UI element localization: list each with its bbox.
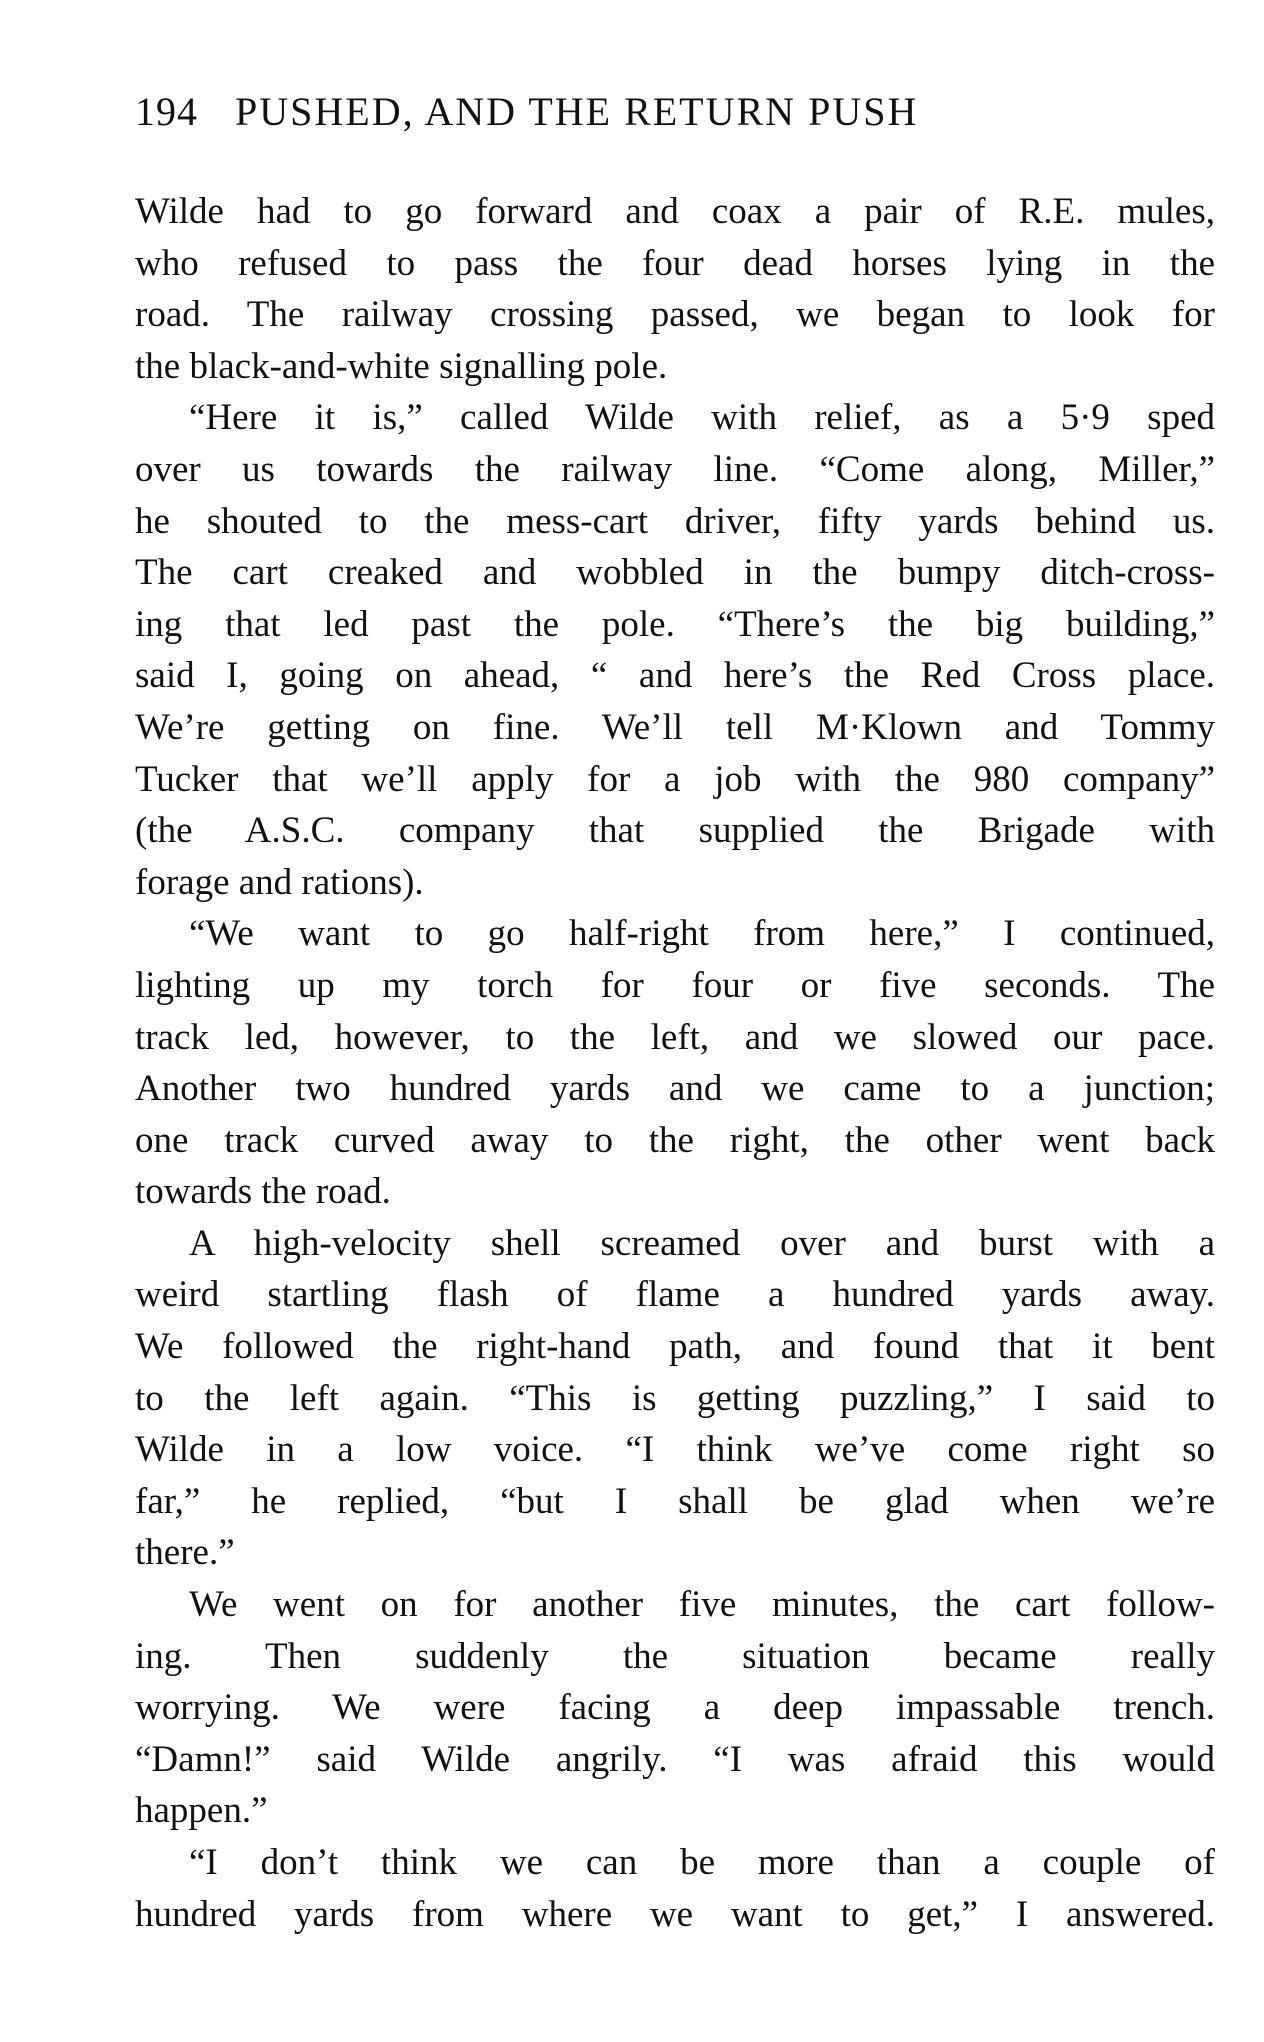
text-line: hundred yards from where we want to get,” I answered.	[135, 1893, 1215, 1935]
text-line: “I don’t think we can be more than a couple of	[189, 1842, 1215, 1883]
text-line: happen.”	[135, 1790, 268, 1832]
text-line: who refused to pass the four dead horses lying in the	[135, 242, 1215, 284]
text-line: “Damn!” said Wilde angrily. “I was afraid this would	[135, 1738, 1215, 1780]
text-line: Tucker that we’ll apply for a job with the 980 company”	[135, 758, 1215, 800]
text-line: over us towards the railway line. “Come along, Miller,”	[135, 448, 1215, 490]
text-line: A high-velocity shell screamed over and burst with a	[189, 1222, 1215, 1264]
text-line: We followed the right-hand path, and found that it bent	[135, 1326, 1215, 1368]
text-line: weird startling flash of flame a hundred yards away.	[135, 1274, 1215, 1316]
text-line: Wilde had to go forward and coax a pair of R.E. mules,	[135, 191, 1215, 232]
page-number: 194	[135, 89, 198, 134]
text-line: We went on for another five minutes, the cart follow-	[189, 1584, 1215, 1626]
page-header	[135, 88, 1125, 138]
running-title: PUSHED, AND THE RETURN PUSH	[235, 89, 919, 134]
text-line: Wilde in a low voice. “I think we’ve come right so	[135, 1429, 1215, 1471]
text-line: The cart creaked and wobbled in the bumpy ditch-cross-	[135, 552, 1215, 594]
text-line: (the A.S.C. company that supplied the Brigade with	[135, 810, 1215, 852]
text-line: said I, going on ahead, “ and here’s the Red Cross place.	[135, 655, 1215, 697]
text-line: ing that led past the pole. “There’s the big building,”	[135, 603, 1215, 645]
text-line: he shouted to the mess-cart driver, fifty yards behind us.	[135, 500, 1215, 542]
text-line: towards the road.	[135, 1171, 391, 1213]
text-line: there.”	[135, 1532, 235, 1574]
text-line: track led, however, to the left, and we slowed our pace.	[135, 1016, 1215, 1058]
text-line: “Here it is,” called Wilde with relief, as a 5·9 sped	[189, 397, 1215, 439]
text-line: the black-and-white signalling pole.	[135, 345, 668, 387]
text-line: forage and rations).	[135, 861, 424, 903]
text-line: lighting up my torch for four or five seconds. The	[135, 964, 1215, 1006]
text-line: to the left again. “This is getting puzzling,” I said to	[135, 1377, 1215, 1419]
text-line: one track curved away to the right, the other went back	[135, 1119, 1215, 1161]
text-line: far,” he replied, “but I shall be glad when we’re	[135, 1480, 1215, 1522]
text-line: Another two hundred yards and we came to a junction;	[135, 1068, 1215, 1110]
text-line: worrying. We were facing a deep impassable trench.	[135, 1687, 1215, 1729]
body-text	[135, 186, 1215, 1940]
text-line: ing. Then suddenly the situation became really	[135, 1635, 1215, 1677]
text-line: road. The railway crossing passed, we began to look for	[135, 294, 1215, 336]
text-line: We’re getting on fine. We’ll tell M·Klown and Tommy	[135, 706, 1215, 748]
text-line: “We want to go half-right from here,” I continued,	[189, 913, 1215, 955]
